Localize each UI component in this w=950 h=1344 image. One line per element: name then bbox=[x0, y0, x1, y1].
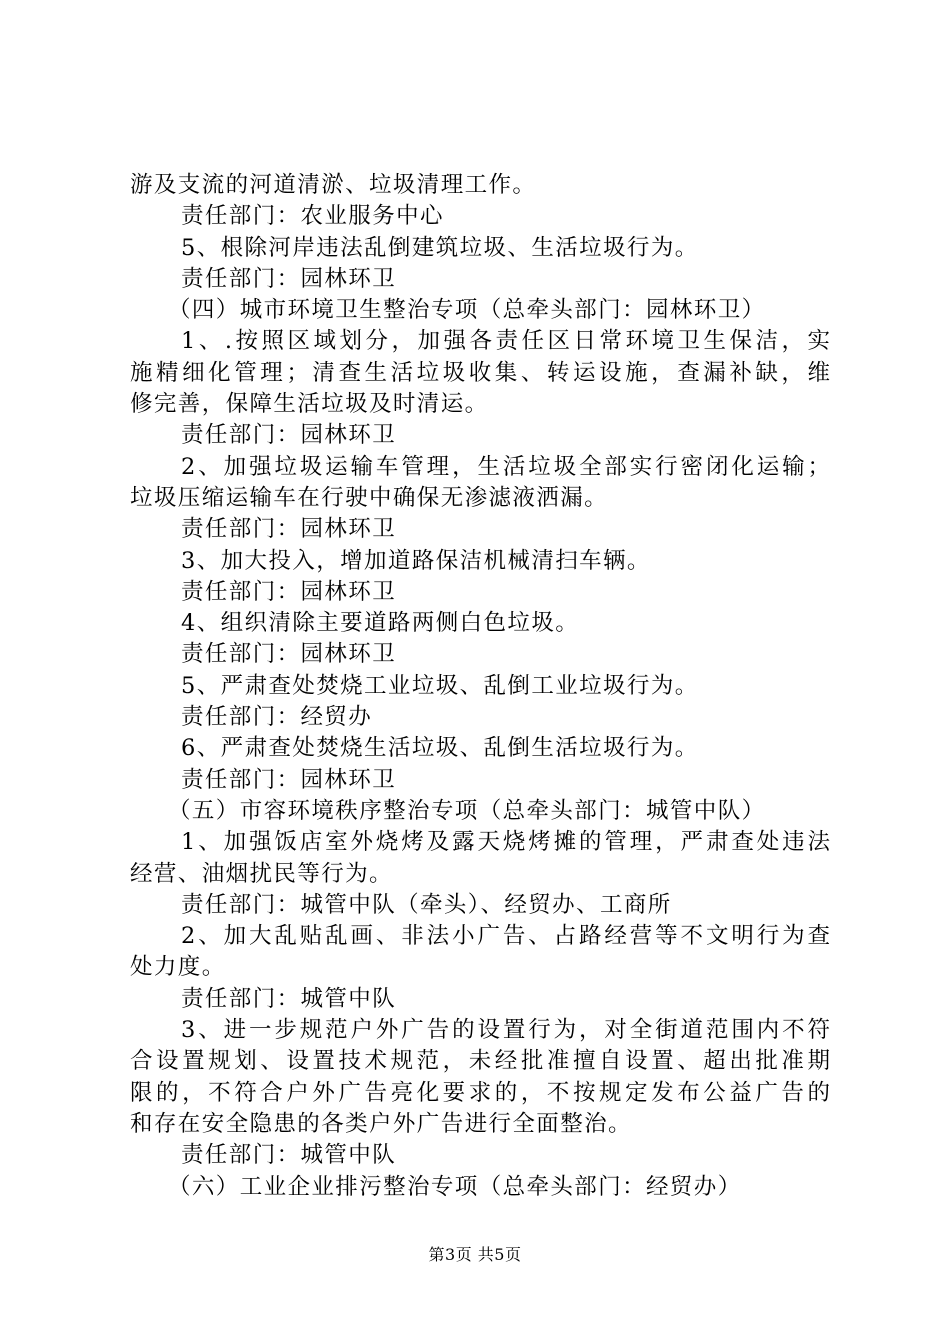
text-line: 限的，不符合户外广告亮化要求的，不按规定发布公益广告的 bbox=[130, 1079, 830, 1106]
text-line: 经营、油烟扰民等行为。 bbox=[130, 860, 393, 887]
task-item: 2、加大乱贴乱画、非法小广告、占路经营等不文明行为查 bbox=[181, 923, 830, 950]
task-item: 6、严肃查处焚烧生活垃圾、乱倒生活垃圾行为。 bbox=[181, 735, 699, 762]
responsible-dept-line: 责任部门：农业服务中心 bbox=[181, 203, 444, 230]
text-line: 垃圾压缩运输车在行驶中确保无渗滤液洒漏。 bbox=[130, 484, 609, 511]
responsible-dept-line: 责任部门：园林环卫 bbox=[181, 641, 397, 668]
responsible-dept-line: 责任部门：园林环卫 bbox=[181, 766, 397, 793]
section-heading: （五）市容环境秩序整治专项（总牵头部门：城管中队） bbox=[168, 797, 766, 824]
task-item: 1、.按照区域划分，加强各责任区日常环境卫生保洁，实 bbox=[181, 328, 830, 355]
task-item: 4、组织清除主要道路两侧白色垃圾。 bbox=[181, 610, 580, 637]
responsible-dept-line: 责任部门：园林环卫 bbox=[181, 578, 397, 605]
section-heading: （四）城市环境卫生整治专项（总牵头部门：园林环卫） bbox=[168, 297, 766, 324]
responsible-dept-line: 责任部门：城管中队（牵头）、经贸办、工商所 bbox=[181, 891, 672, 918]
task-item: 3、加大投入，增加道路保洁机械清扫车辆。 bbox=[181, 547, 651, 574]
responsible-dept-line: 责任部门：经贸办 bbox=[181, 704, 373, 731]
responsible-dept-line: 责任部门：城管中队 bbox=[181, 1142, 397, 1169]
responsible-dept-line: 责任部门：园林环卫 bbox=[181, 422, 397, 449]
text-line: 和存在安全隐患的各类户外广告进行全面整治。 bbox=[130, 1110, 632, 1137]
task-item: 2、加强垃圾运输车管理，生活垃圾全部实行密闭化运输； bbox=[181, 453, 830, 480]
responsible-dept-line: 责任部门：园林环卫 bbox=[181, 516, 397, 543]
task-item: 3、进一步规范户外广告的设置行为，对全街道范围内不符 bbox=[181, 1017, 830, 1044]
task-item: 5、严肃查处焚烧工业垃圾、乱倒工业垃圾行为。 bbox=[181, 672, 699, 699]
section-heading: （六）工业企业排污整治专项（总牵头部门：经贸办） bbox=[168, 1173, 742, 1200]
document-body bbox=[130, 170, 830, 1203]
page-number-footer: 第3页 共5页 bbox=[428, 1245, 522, 1264]
text-line: 游及支流的河道清淤、垃圾清理工作。 bbox=[130, 172, 537, 198]
text-line: 修完善，保障生活垃圾及时清运。 bbox=[130, 391, 489, 418]
task-item: 1、加强饭店室外烧烤及露天烧烤摊的管理，严肃查处违法 bbox=[181, 829, 830, 856]
text-line: 处力度。 bbox=[130, 954, 226, 981]
text-line: 合设置规划、设置技术规范，未经批准擅自设置、超出批准期 bbox=[130, 1048, 830, 1075]
responsible-dept-line: 责任部门：城管中队 bbox=[181, 985, 397, 1012]
task-item: 5、根除河岸违法乱倒建筑垃圾、生活垃圾行为。 bbox=[181, 234, 699, 261]
responsible-dept-line: 责任部门：园林环卫 bbox=[181, 265, 397, 292]
text-line: 施精细化管理；清查生活垃圾收集、转运设施，查漏补缺，维 bbox=[130, 359, 830, 386]
